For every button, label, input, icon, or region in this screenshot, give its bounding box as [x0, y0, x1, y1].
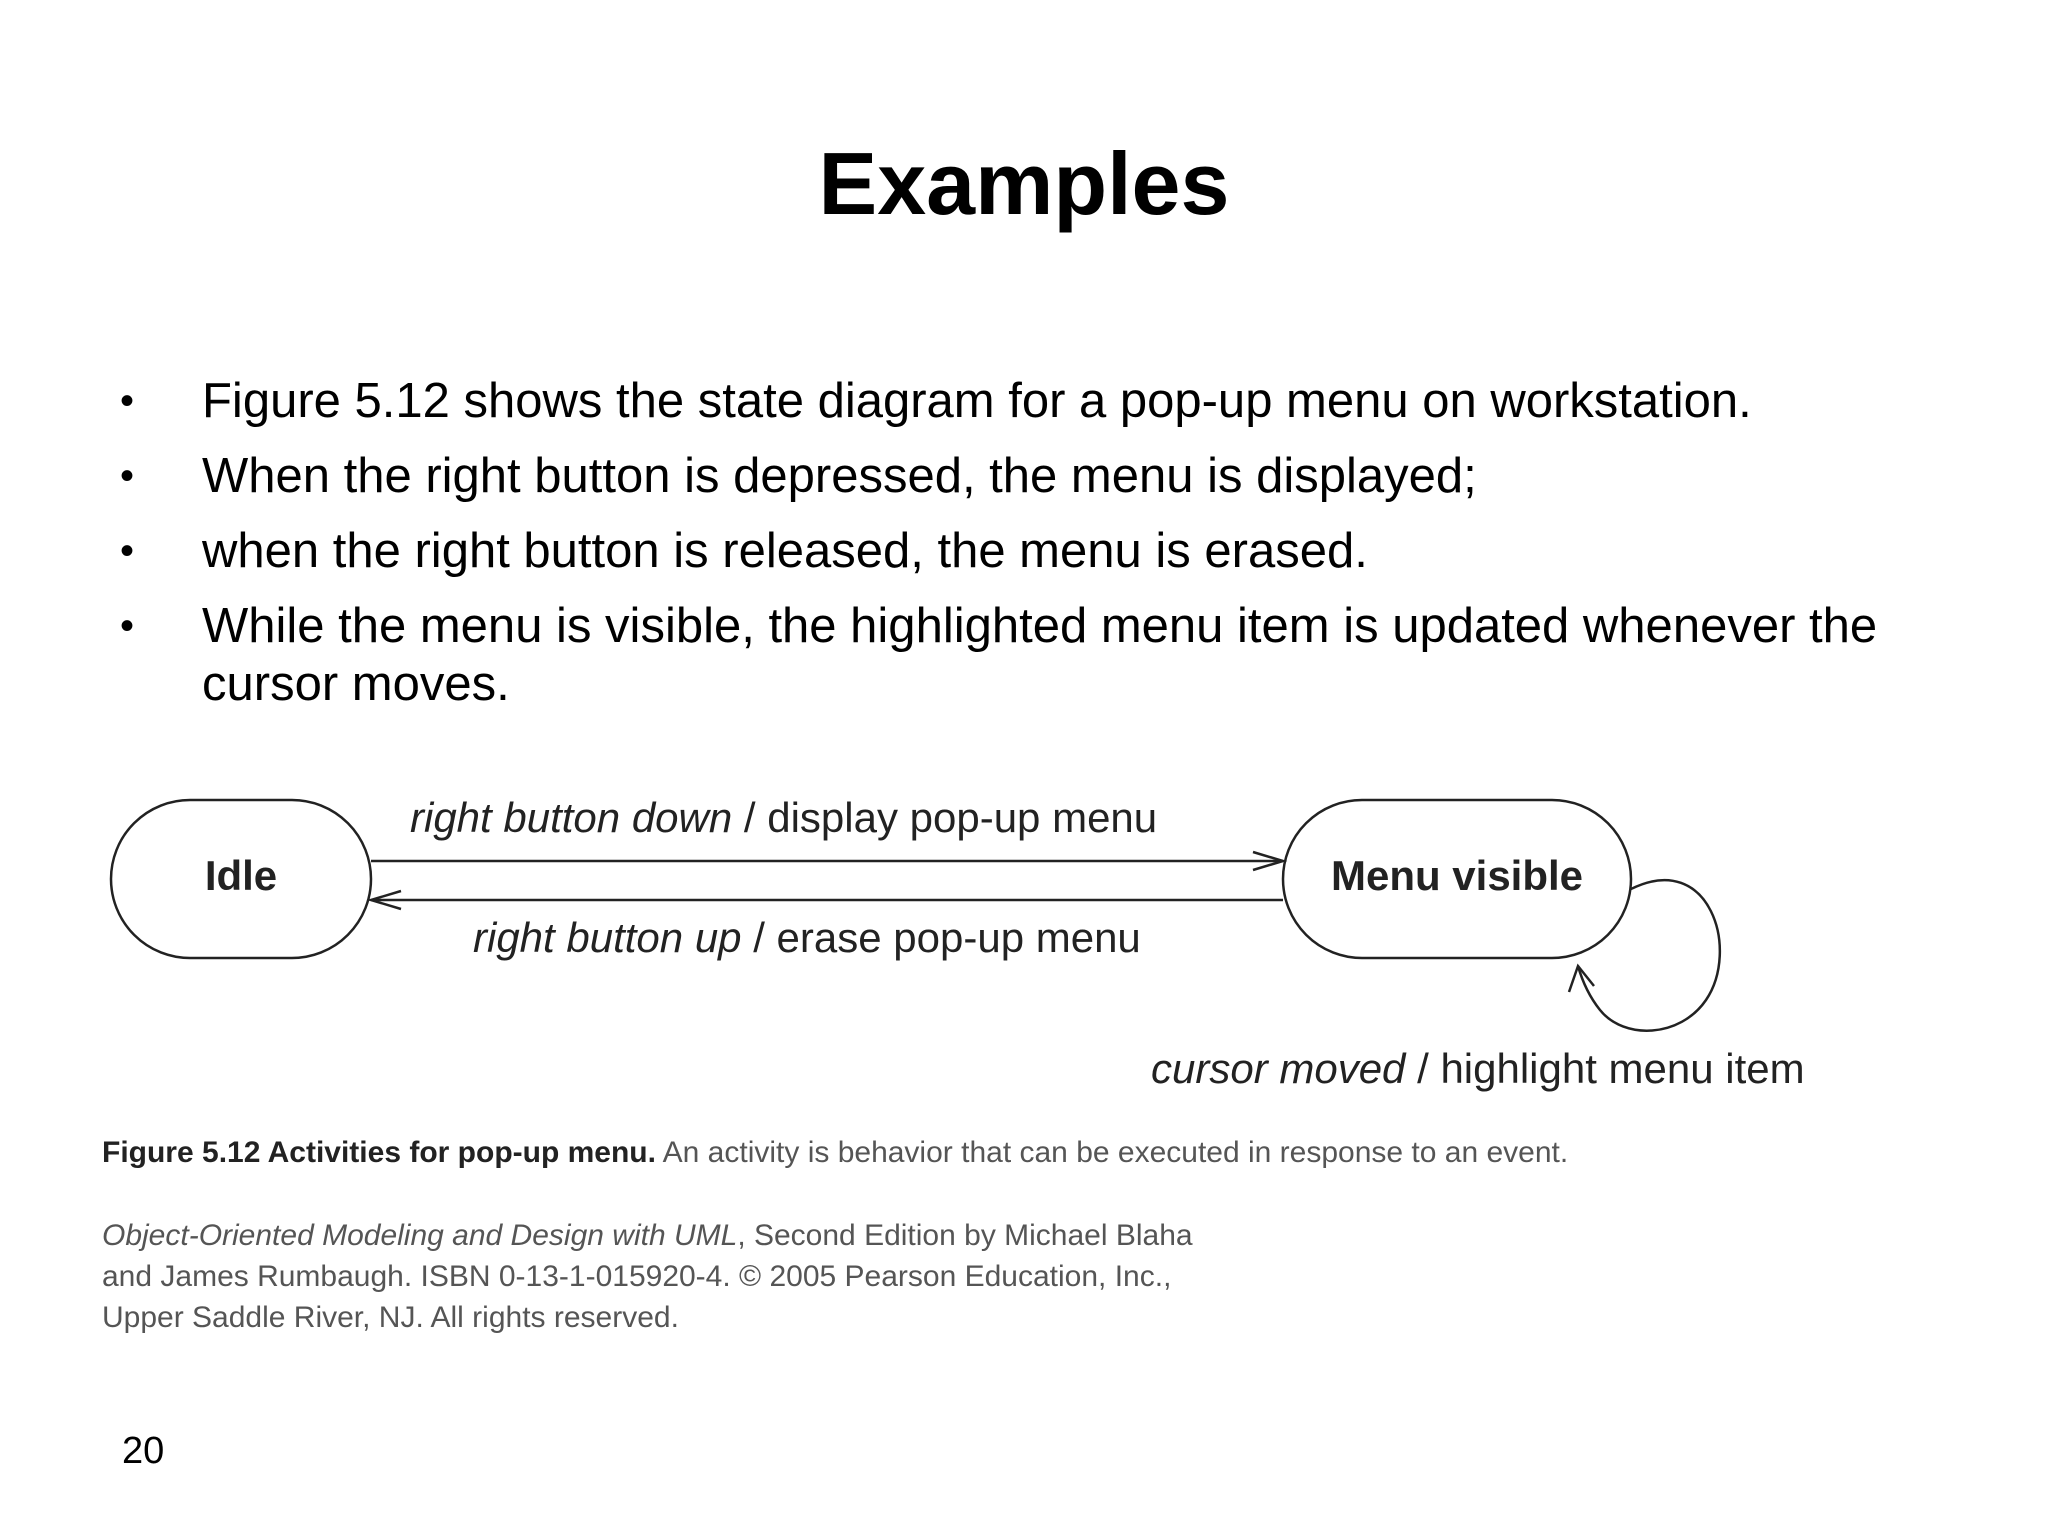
state-diagram-svg — [90, 770, 1930, 1390]
figure-caption: Figure 5.12 Activities for pop-up menu. An activity is behavior that can be executed in response to an event. — [102, 1136, 1569, 1169]
self-transition-label: cursor moved / highlight menu item — [1151, 1045, 1805, 1092]
bullet-dot-icon: • — [120, 529, 135, 573]
self-transition-loop — [1578, 880, 1720, 1031]
bullet-text: When the right button is depressed, the menu is displayed; — [202, 449, 1477, 503]
bullet-item — [120, 447, 1920, 505]
bullet-item — [120, 372, 1920, 430]
bullet-dot-icon: • — [120, 604, 135, 648]
state-diagram-figure — [90, 770, 1930, 1390]
page-number: 20 — [122, 1430, 165, 1472]
transition-up-label: right button up / erase pop-up menu — [473, 914, 1141, 961]
bullet-text: While the menu is visible, the highlighted menu item is updated whenever the cursor moves. — [202, 599, 1878, 711]
bullet-item — [120, 522, 1920, 580]
bullet-dot-icon: • — [120, 454, 135, 498]
credit-line-1: Object-Oriented Modeling and Design with UML, Second Edition by Michael Blaha — [102, 1219, 1193, 1252]
bullet-text: Figure 5.12 shows the state diagram for a pop-up menu on workstation. — [202, 374, 1752, 428]
credit-line-2: and James Rumbaugh. ISBN 0-13-1-015920-4. © 2005 Pearson Education, Inc., — [102, 1260, 1172, 1293]
slide-title: Examples — [818, 134, 1230, 233]
menu-visible-state-label: Menu visible — [1330, 852, 1584, 899]
bullet-dot-icon: • — [120, 379, 135, 423]
transition-down-label: right button down / display pop-up menu — [410, 794, 1158, 841]
bullet-item — [120, 597, 1920, 713]
credit-line-3: Upper Saddle River, NJ. All rights reserved. — [102, 1301, 679, 1334]
bullet-text: when the right button is released, the menu is erased. — [202, 524, 1368, 578]
idle-state-label: Idle — [204, 852, 278, 899]
bullet-list — [120, 372, 1920, 730]
